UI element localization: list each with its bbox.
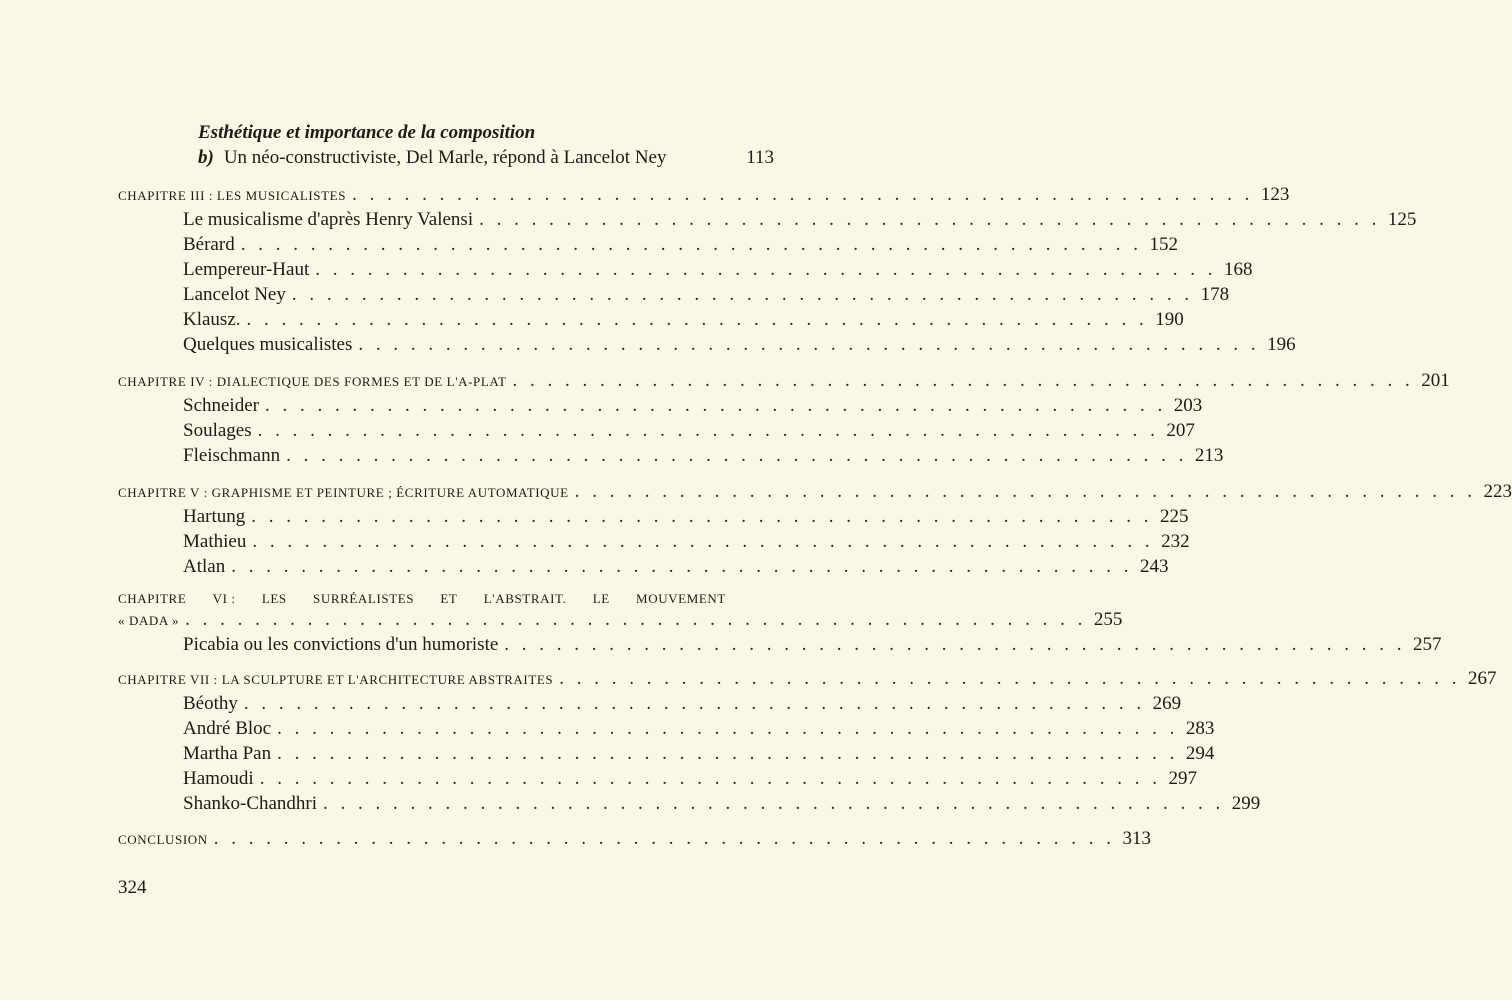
toc-entry [183, 718, 1215, 740]
leader-dots: . . . . . . . . . . . . . . . . . . . . . . . . . . . . . . . . . . . . . . . . . . . . . . . . . . . . [286, 445, 1188, 466]
chapter-title-word: LE [592, 591, 610, 606]
toc-entry [183, 334, 1296, 356]
toc-entry [183, 445, 1224, 467]
chapter-heading [118, 668, 1497, 690]
leader-dots: . . . . . . . . . . . . . . . . . . . . . . . . . . . . . . . . . . . . . . . . . . . . . . . . . . . . [358, 334, 1260, 355]
toc-entry [183, 309, 1184, 331]
entry-page: 113 [746, 147, 774, 168]
entry-page: 190 [1155, 309, 1184, 330]
chapter-title: « DADA » [118, 613, 180, 628]
entry-label: André Bloc [183, 718, 272, 739]
entry-page: 269 [1152, 693, 1182, 714]
leader-dots: . . . . . . . . . . . . . . . . . . . . . . . . . . . . . . . . . . . . . . . . . . . . . . . . . . . . [512, 370, 1414, 391]
chapter-heading [118, 591, 726, 607]
leader-dots: . . . . . . . . . . . . . . . . . . . . . . . . . . . . . . . . . . . . . . . . . . . . . . . . . . . . [264, 395, 1167, 416]
chapter-page: 223 [1483, 481, 1512, 502]
entry-label: Picabia ou les convictions d'un humoriste [183, 634, 499, 655]
entry-label: Mathieu [183, 531, 247, 552]
toc-entry [183, 531, 1190, 553]
leader-dots: . . . . . . . . . . . . . . . . . . . . . . . . . . . . . . . . . . . . . . . . . . . . . . . . . . . . [559, 668, 1461, 689]
toc-entry [198, 147, 774, 169]
entry-page: 232 [1161, 531, 1190, 552]
leader-dots: . . . . . . . . . . . . . . . . . . . . . . . . . . . . . . . . . . . . . . . . . . . . . . . . . . . . [323, 793, 1225, 814]
section-heading: Esthétique et importance de la composition [198, 122, 536, 143]
toc-entry [183, 743, 1215, 765]
chapter-heading [118, 828, 1152, 850]
leader-dots: . . . . . . . . . . . . . . . . . . . . . . . . . . . . . . . . . . . . . . . . . . . . . . . . . . . . [574, 481, 1476, 502]
toc-entry [183, 259, 1253, 281]
leader-dots: . . . . . . . . . . . . . . . . . . . . . . . . . . . . . . . . . . . . . . . . . . . . . . . . . . . . [504, 634, 1406, 655]
entry-label: Lempereur-Haut [183, 259, 310, 280]
entry-label: Béothy [183, 693, 238, 714]
entry-label: Martha Pan [183, 743, 272, 764]
chapter-page: 313 [1122, 828, 1152, 849]
toc-entry [183, 234, 1178, 256]
leader-dots: . . . . . . . . . . . . . . . . . . . . . . . . . . . . . . . . . . . . . . . . . . . . . . . . . . . . [213, 828, 1116, 849]
chapter-title-word: ET [440, 591, 458, 606]
leader-dots: . . . . . . . . . . . . . . . . . . . . . . . . . . . . . . . . . . . . . . . . . . . . . . . . . . . . [185, 609, 1087, 630]
leader-dots: . . . . . . . . . . . . . . . . . . . . . . . . . . . . . . . . . . . . . . . . . . . . . . . . . . . . [252, 531, 1154, 552]
chapter-page: 255 [1093, 609, 1123, 630]
entry-label: Soulages [183, 420, 252, 441]
entry-page: 196 [1267, 334, 1296, 355]
entry-label: Un néo-constructiviste, Del Marle, répond à Lancelot Ney [223, 147, 667, 168]
entry-label: Fleischmann [183, 445, 281, 466]
toc-entry [183, 395, 1203, 417]
toc-entry [183, 284, 1230, 306]
toc-entry [183, 634, 1442, 656]
entry-page: 243 [1139, 556, 1169, 577]
entry-page: 152 [1149, 234, 1178, 255]
chapter-page: 123 [1260, 184, 1290, 205]
leader-dots: . . . . . . . . . . . . . . . . . . . . . . . . . . . . . . . . . . . . . . . . . . . . . . . . . . . . [251, 506, 1153, 527]
entry-page: 213 [1194, 445, 1224, 466]
chapter-heading [118, 370, 1450, 392]
chapter-title: CHAPITRE IV : DIALECTIQUE DES FORMES ET DE L'A-PLAT [118, 374, 507, 389]
entry-page: 297 [1168, 768, 1197, 789]
chapter-title: CHAPITRE III : LES MUSICALISTES [118, 188, 347, 203]
chapter-title-word: L'ABSTRAIT. [483, 591, 567, 606]
toc-entry [183, 793, 1261, 815]
entry-label: Schneider [183, 395, 259, 416]
leader-dots: . . . . . . . . . . . . . . . . . . . . . . . . . . . . . . . . . . . . . . . . . . . . . . . . . . . . [277, 743, 1179, 764]
leader-dots: . . . . . . . . . . . . . . . . . . . . . . . . . . . . . . . . . . . . . . . . . . . . . . . . . . . . [259, 768, 1161, 789]
leader-dots: . . . . . . . . . . . . . . . . . . . . . . . . . . . . . . . . . . . . . . . . . . . . . . . . . . . . [257, 420, 1159, 441]
toc-entry [183, 768, 1197, 790]
entry-page: 257 [1413, 634, 1442, 655]
leader-dots: . . . . . . . . . . . . . . . . . . . . . . . . . . . . . . . . . . . . . . . . . . . . . . . . . . . . [315, 259, 1217, 280]
chapter-heading [118, 184, 1290, 206]
toc-entry [183, 693, 1182, 715]
leader-dots: . . . . . . . . . . . . . . . . . . . . . . . . . . . . . . . . . . . . . . . . . . . . . . . . . . . . [352, 184, 1254, 205]
chapter-page: 267 [1467, 668, 1497, 689]
leader-dots: . . . . . . . . . . . . . . . . . . . . . . . . . . . . . . . . . . . . . . . . . . . . . . . . . . . . [243, 693, 1146, 714]
entry-label: Klausz. [183, 309, 241, 330]
entry-label: Hartung [183, 506, 246, 527]
page-number: 324 [118, 877, 147, 898]
entry-page: 203 [1173, 395, 1203, 416]
entry-label: Hamoudi [183, 768, 254, 789]
chapter-title-word: MOUVEMENT [636, 591, 726, 606]
entry-page: 225 [1160, 506, 1189, 527]
entry-page: 168 [1223, 259, 1253, 280]
toc-entry [183, 556, 1169, 578]
entry-page: 294 [1185, 743, 1215, 764]
chapter-title: CHAPITRE V : GRAPHISME ET PEINTURE ; ÉCRITURE AUTOMATIQUE [118, 485, 569, 500]
entry-label: Atlan [183, 556, 226, 577]
entry-page: 283 [1185, 718, 1215, 739]
leader-dots: . . . . . . . . . . . . . . . . . . . . . . . . . . . . . . . . . . . . . . . . . . . . . . . . . . . . [277, 718, 1179, 739]
chapter-title-word: SURRÉALISTES [313, 591, 415, 606]
entry-label: Lancelot Ney [183, 284, 286, 305]
leader-dots: . . . . . . . . . . . . . . . . . . . . . . . . . . . . . . . . . . . . . . . . . . . . . . . . . . . . [479, 209, 1381, 230]
entry-label: Shanko-Chandhri [183, 793, 318, 814]
entry-label: Quelques musicalistes [183, 334, 353, 355]
toc-entry [183, 420, 1195, 442]
entry-page: 299 [1231, 793, 1261, 814]
entry-page: 178 [1200, 284, 1230, 305]
chapter-title: CHAPITRE VII : LA SCULPTURE ET L'ARCHITECTURE ABSTRAITES [118, 672, 554, 687]
leader-dots: . . . . . . . . . . . . . . . . . . . . . . . . . . . . . . . . . . . . . . . . . . . . . . . . . . . . [231, 556, 1133, 577]
chapter-title-word: LES [261, 591, 287, 606]
chapter-title-word: CHAPITRE [118, 591, 187, 606]
entry-marker: b) [198, 147, 214, 168]
chapter-title-word: VI : [212, 591, 236, 606]
entry-label: Bérard [183, 234, 235, 255]
chapter-heading-cont [118, 609, 1123, 631]
chapter-title: CONCLUSION [118, 832, 208, 847]
entry-page: 125 [1387, 209, 1417, 230]
leader-dots: . . . . . . . . . . . . . . . . . . . . . . . . . . . . . . . . . . . . . . . . . . . . . . . . . . . . [246, 309, 1148, 330]
toc-entry [183, 506, 1189, 528]
chapter-heading [118, 481, 1512, 503]
leader-dots: . . . . . . . . . . . . . . . . . . . . . . . . . . . . . . . . . . . . . . . . . . . . . . . . . . . . [291, 284, 1194, 305]
toc-entry [183, 209, 1417, 231]
entry-label: Le musicalisme d'après Henry Valensi [183, 209, 474, 230]
leader-dots: . . . . . . . . . . . . . . . . . . . . . . . . . . . . . . . . . . . . . . . . . . . . . . . . . . . . [240, 234, 1142, 255]
chapter-page: 201 [1421, 370, 1450, 391]
entry-page: 207 [1166, 420, 1195, 441]
